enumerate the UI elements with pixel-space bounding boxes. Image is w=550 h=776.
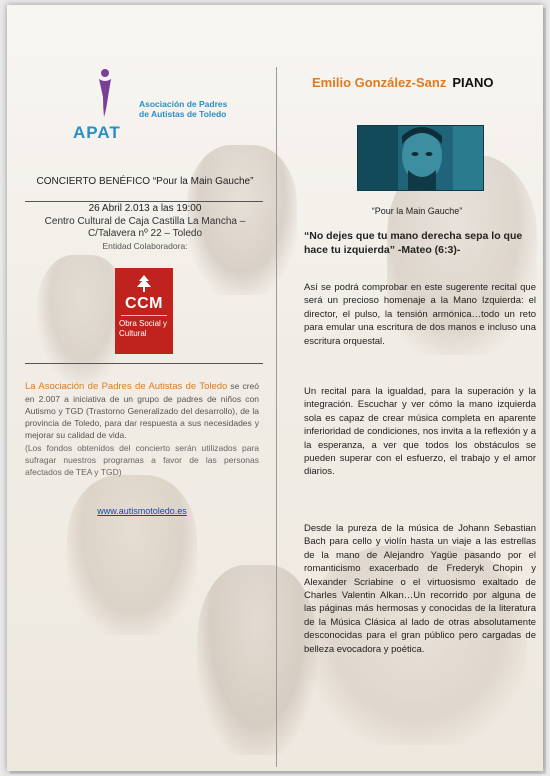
association-name: La Asociación de Padres de Autistas de Toledo — [25, 381, 228, 392]
flyer-page — [7, 5, 543, 771]
background-portrait — [37, 255, 127, 385]
divider-line — [25, 363, 263, 364]
divider-line — [25, 201, 263, 202]
artist-role: PIANO — [452, 75, 494, 90]
program-paragraph-2: Un recital para la igualdad, para la superación y la integración. Escuchar y ver cómo la mano izquierda sola es capaz de crear música completa en aparente inferioridad de condiciones, nos invita a la reflexión y a la esperanza, a ver que todos los obstáculos se pueden superar con el esfuerzo, el trabajo y el amor diarios. — [304, 386, 536, 478]
program-paragraph-3: Desde la pureza de la música de Johann Sebastian Bach para cello y violín hasta un viaje a las estrellas de la mano de Alejandro Yagüe pasando por el romanticismo exacerbado de Frederyk Chopin y Alexander Scriabine o el virtuosismo exaltado de Charles Valentin Alkan…Un recorrido por alguna de las páginas más hermosas y conocidas de la literatura de la Música Clásica al lado de otras absolutamente desconocidas para el gran público pero cargadas de belleza evocadora y poética. — [304, 523, 536, 655]
apat-logo — [67, 67, 227, 152]
artist-portrait-image — [358, 126, 483, 190]
ccm-separator — [121, 315, 167, 316]
website-link[interactable]: www.autismotoledo.es — [97, 506, 187, 516]
background-portrait — [197, 565, 317, 755]
association-description — [25, 380, 259, 441]
program-paragraph-1: Así se podrá comprobar en este sugerente recital que será un precioso homenaje a la Mano Izquierda: el director, el pulso, la tensión armónica…todo un reto para emular una escritura de dos manos e incluso una escritura orquestal. — [304, 282, 536, 347]
concert-date: 26 Abril 2.013 a las 19:00 — [88, 203, 202, 214]
artist-name: Emilio González-Sanz — [312, 75, 447, 90]
ccm-logo — [115, 268, 173, 354]
concert-title: CONCIERTO BENÉFICO “Pour la Main Gauche” — [36, 176, 254, 187]
ccm-tree-logo-icon — [132, 274, 156, 294]
collaborator-label: Entidad Colaboradora: — [102, 241, 188, 251]
apat-full-name: Asociación de Padres de Autistas de Toledo — [139, 99, 228, 119]
quote: “No dejes que tu mano derecha sepa lo que hace tu izquierda” -Mateo (6:3)- — [304, 230, 523, 256]
program-caption: “Pour la Main Gauche” — [371, 206, 463, 216]
apat-acronym: APAT — [73, 123, 121, 142]
ccm-code: CCM — [125, 295, 163, 312]
association-text: se creó en 2.007 a iniciativa de un grupo de padres de niños con Autismo y TGD (Trastorno Generalizado del desarrollo), de la provincia de Toledo, para dar respuesta a sus necesidades y mejorar su calidad de vida. — [25, 381, 259, 440]
background-portrait — [67, 475, 197, 635]
artist-heading — [312, 75, 494, 90]
funds-note: (Los fondos obtenidos del concierto serán utilizados para sufragar nuestros programas a favor de las personas afectados de TEA y TGD) — [25, 443, 259, 477]
ccm-text: Obra Social y Cultural — [119, 319, 168, 338]
column-divider — [276, 67, 277, 767]
apat-figure-logo-icon — [95, 67, 115, 119]
concert-venue: Centro Cultural de Caja Castilla La Mancha – C/Talavera nº 22 – Toledo — [44, 216, 246, 239]
artist-photo — [357, 125, 484, 191]
